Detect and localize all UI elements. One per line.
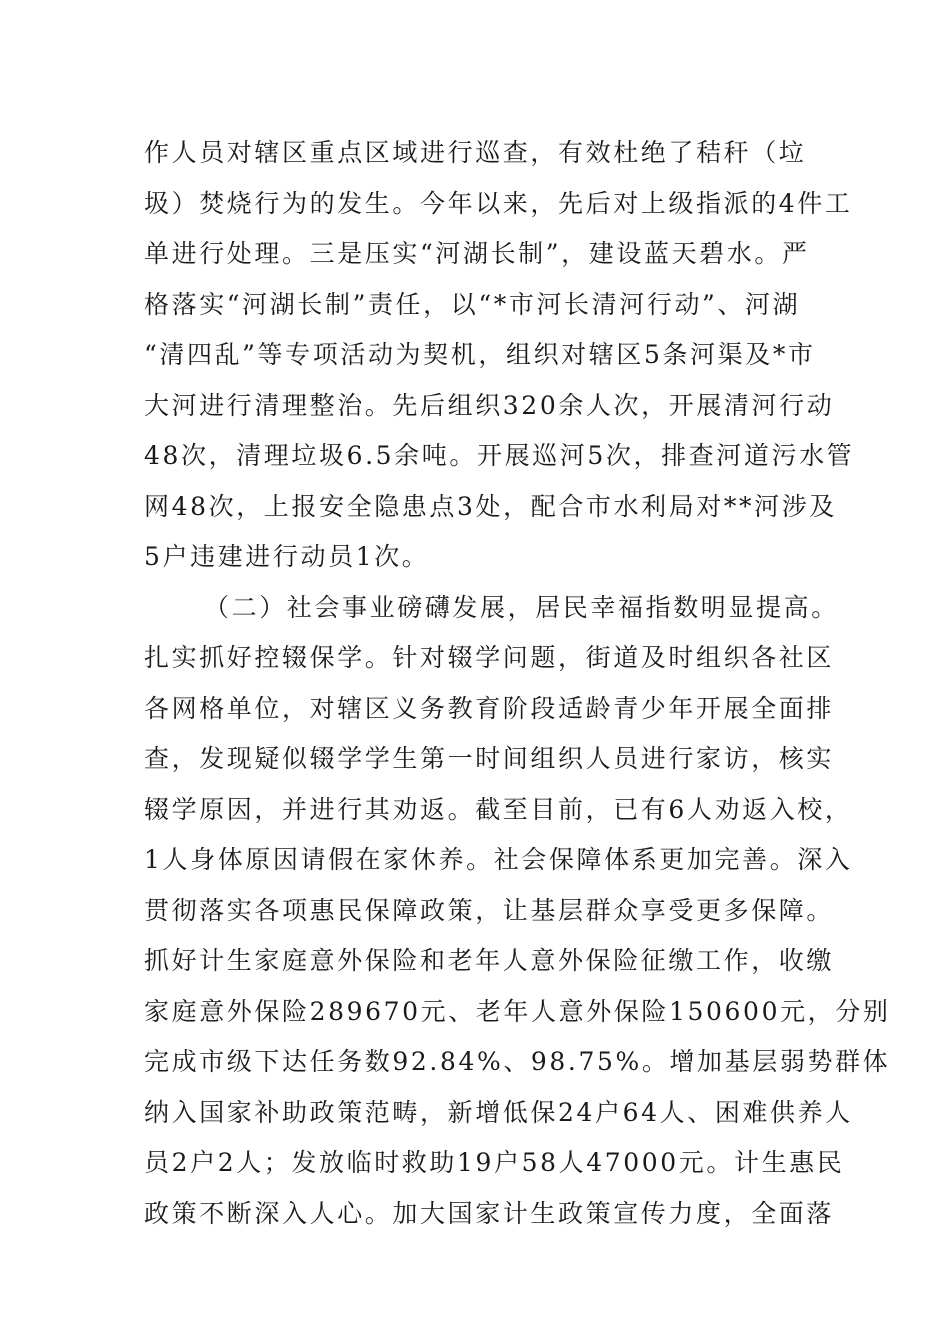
text-line: 政策不断深入人心。加大国家计生政策宣传力度，全面落 bbox=[144, 1198, 835, 1228]
text-line: 各网格单位，对辖区义务教育阶段适龄青少年开展全面排 bbox=[144, 693, 835, 723]
document-body bbox=[144, 128, 891, 1239]
text-line: 大河进行清理整治。先后组织320余人次，开展清河行动 bbox=[144, 390, 835, 420]
text-line: “清四乱”等专项活动为契机，组织对辖区5条河渠及*市 bbox=[144, 340, 816, 369]
text-line: 单进行处理。三是压实“河湖长制”，建设蓝天碧水。严 bbox=[144, 239, 810, 268]
section-heading: （二）社会事业磅礴发展，居民幸福指数明显提高。 bbox=[204, 592, 839, 622]
text-line: 作人员对辖区重点区域进行巡查，有效杜绝了秸秆（垃 bbox=[144, 138, 807, 167]
text-line: 家庭意外保险289670元、老年人意外保险150600元，分别 bbox=[144, 996, 891, 1026]
text-line: 完成市级下达任务数92.84%、98.75%。增加基层弱势群体 bbox=[144, 1047, 891, 1076]
text-line: 查，发现疑似辍学学生第一时间组织人员进行家访，核实 bbox=[144, 744, 835, 773]
text-line: 48次，清理垃圾6.5余吨。开展巡河5次，排查河道污水管 bbox=[144, 441, 855, 470]
text-line: 辍学原因，并进行其劝返。截至目前，已有6人劝返入校， bbox=[144, 794, 853, 824]
text-line: 扎实抓好控辍保学。针对辍学问题，街道及时组织各社区 bbox=[144, 643, 835, 672]
text-line: 员2户2人；发放临时救助19户58人47000元。计生惠民 bbox=[144, 1148, 845, 1177]
text-line: 圾）焚烧行为的发生。今年以来，先后对上级指派的4件工 bbox=[144, 188, 853, 218]
text-line: 抓好计生家庭意外保险和老年人意外保险征缴工作，收缴 bbox=[144, 946, 835, 975]
text-line: 5户违建进行动员1次。 bbox=[144, 542, 430, 571]
text-line: 网48次，上报安全隐患点3处，配合市水利局对**河涉及 bbox=[144, 491, 837, 521]
text-line: 1人身体原因请假在家休养。社会保障体系更加完善。深入 bbox=[144, 845, 853, 874]
text-line: 纳入国家补助政策范畴，新增低保24户64人、困难供养人 bbox=[144, 1097, 853, 1127]
text-line: 贯彻落实各项惠民保障政策，让基层群众享受更多保障。 bbox=[144, 895, 835, 925]
text-line: 格落实“河湖长制”责任，以“*市河长清河行动”、河湖 bbox=[144, 289, 801, 319]
